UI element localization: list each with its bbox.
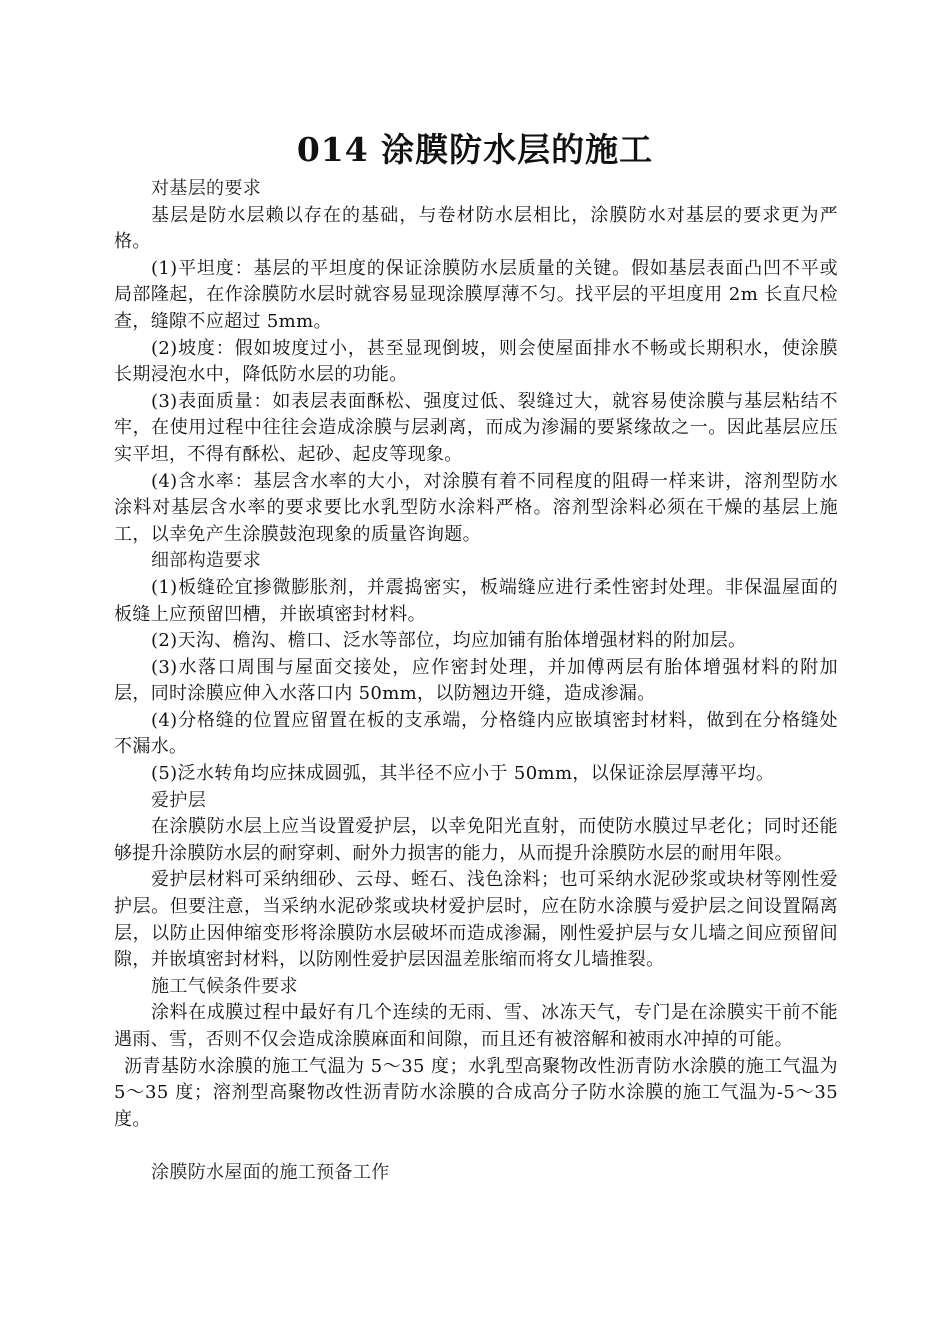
paragraph: (2)天沟、檐沟、檐口、泛水等部位，均应加铺有胎体增强材料的附加层。 — [151, 630, 747, 652]
paragraph: 爱护层材料可采纳细砂、云母、蛭石、浅色涂料；也可采纳水泥砂浆或块材等刚性爱护层。但要注意，当采纳水泥砂浆或块材爱护层时，应在防水涂膜与爱护层之间设置隔离层，以防止因伸缩变形将涂膜防水层破坏而造成渗漏，刚性爱护层与女儿墙之间应预留间隙，并嵌填密封材料，以防刚性爱护层因温差胀缩而将女儿墙推裂。 — [114, 869, 838, 971]
paragraph: (4)分格缝的位置应留置在板的支承端，分格缝内应嵌填密封材料，做到在分格缝处不漏水。 — [114, 709, 838, 758]
paragraph: (5)泛水转角均应抹成圆弧，其半径不应小于 50mm，以保证涂层厚薄平均。 — [151, 763, 775, 785]
paragraph: 基层是防水层赖以存在的基础，与卷材防水层相比，涂膜防水对基层的要求更为严格。 — [114, 204, 838, 253]
section-heading-detail-requirements: 细部构造要求 — [151, 550, 262, 572]
paragraph: (3)水落口周围与屋面交接处，应作密封处理，并加傅两层有胎体增强材料的附加层，同时涂膜应伸入水落口内 50mm，以防翘边开缝，造成渗漏。 — [114, 656, 838, 705]
paragraph: 沥青基防水涂膜的施工气温为 5～35 度；水乳型高聚物改性沥青防水涂膜的施工气温为 5～35 度；溶剂型高聚物改性沥青防水涂膜的合成高分子防水涂膜的施工气温为-5～35 度。 — [114, 1055, 838, 1130]
paragraph: 涂料在成膜过程中最好有几个连续的无雨、雪、冰冻天气，专门是在涂膜实干前不能遇雨、雪，否则不仅会造成涂膜麻面和间隙，而且还有被溶解和被雨水冲掉的可能。 — [114, 1002, 838, 1050]
section-heading-preparation: 涂膜防水屋面的施工预备工作 — [151, 1161, 390, 1183]
blank-line — [114, 1133, 838, 1160]
paragraph: (2)坡度：假如坡度过小，甚至显现倒坡，则会使屋面排水不畅或长期积水，使涂膜长期浸泡水中，降低防水层的功能。 — [114, 337, 838, 386]
paragraph: (1)平坦度：基层的平坦度的保证涂膜防水层质量的关键。假如基层表面凸凹不平或局部隆起，在作涂膜防水层时就容易显现涂膜厚薄不匀。找平层的平坦度用 2m 长直尺检查，缝隙不应超过 5mm。 — [114, 257, 838, 332]
paragraph: (4)含水率：基层含水率的大小，对涂膜有着不同程度的阻碍一样来讲，溶剂型防水涂料对基层含水率的要求要比水乳型防水涂料严格。溶剂型涂料必须在干燥的基层上施工，以幸免产生涂膜鼓泡现象的质量咨询题。 — [114, 470, 838, 545]
document-body — [114, 176, 838, 1187]
paragraph: (3)表面质量：如表层表面酥松、强度过低、裂缝过大，就容易使涂膜与基层粘结不牢，在使用过程中往往会造成涂膜与层剥离，而成为渗漏的要紧缘故之一。因此基层应压实平坦，不得有酥松、起砂、起皮等现象。 — [114, 390, 838, 465]
section-heading-protective-layer: 爱护层 — [151, 789, 207, 811]
document-title: 014 涂膜防水层的施工 — [296, 130, 654, 169]
section-heading-weather-conditions: 施工气候条件要求 — [151, 975, 298, 997]
section-heading-base-requirements: 对基层的要求 — [151, 178, 262, 199]
paragraph: (1)板缝砼宜掺微膨胀剂，并震捣密实，板端缝应进行柔性密封处理。非保温屋面的板缝上应预留凹槽，并嵌填密封材料。 — [114, 576, 838, 625]
paragraph: 在涂膜防水层上应当设置爱护层，以幸免阳光直射，而使防水膜过早老化；同时还能够提升涂膜防水层的耐穿刺、耐外力损害的能力，从而提升涂膜防水层的耐用年限。 — [114, 816, 838, 864]
